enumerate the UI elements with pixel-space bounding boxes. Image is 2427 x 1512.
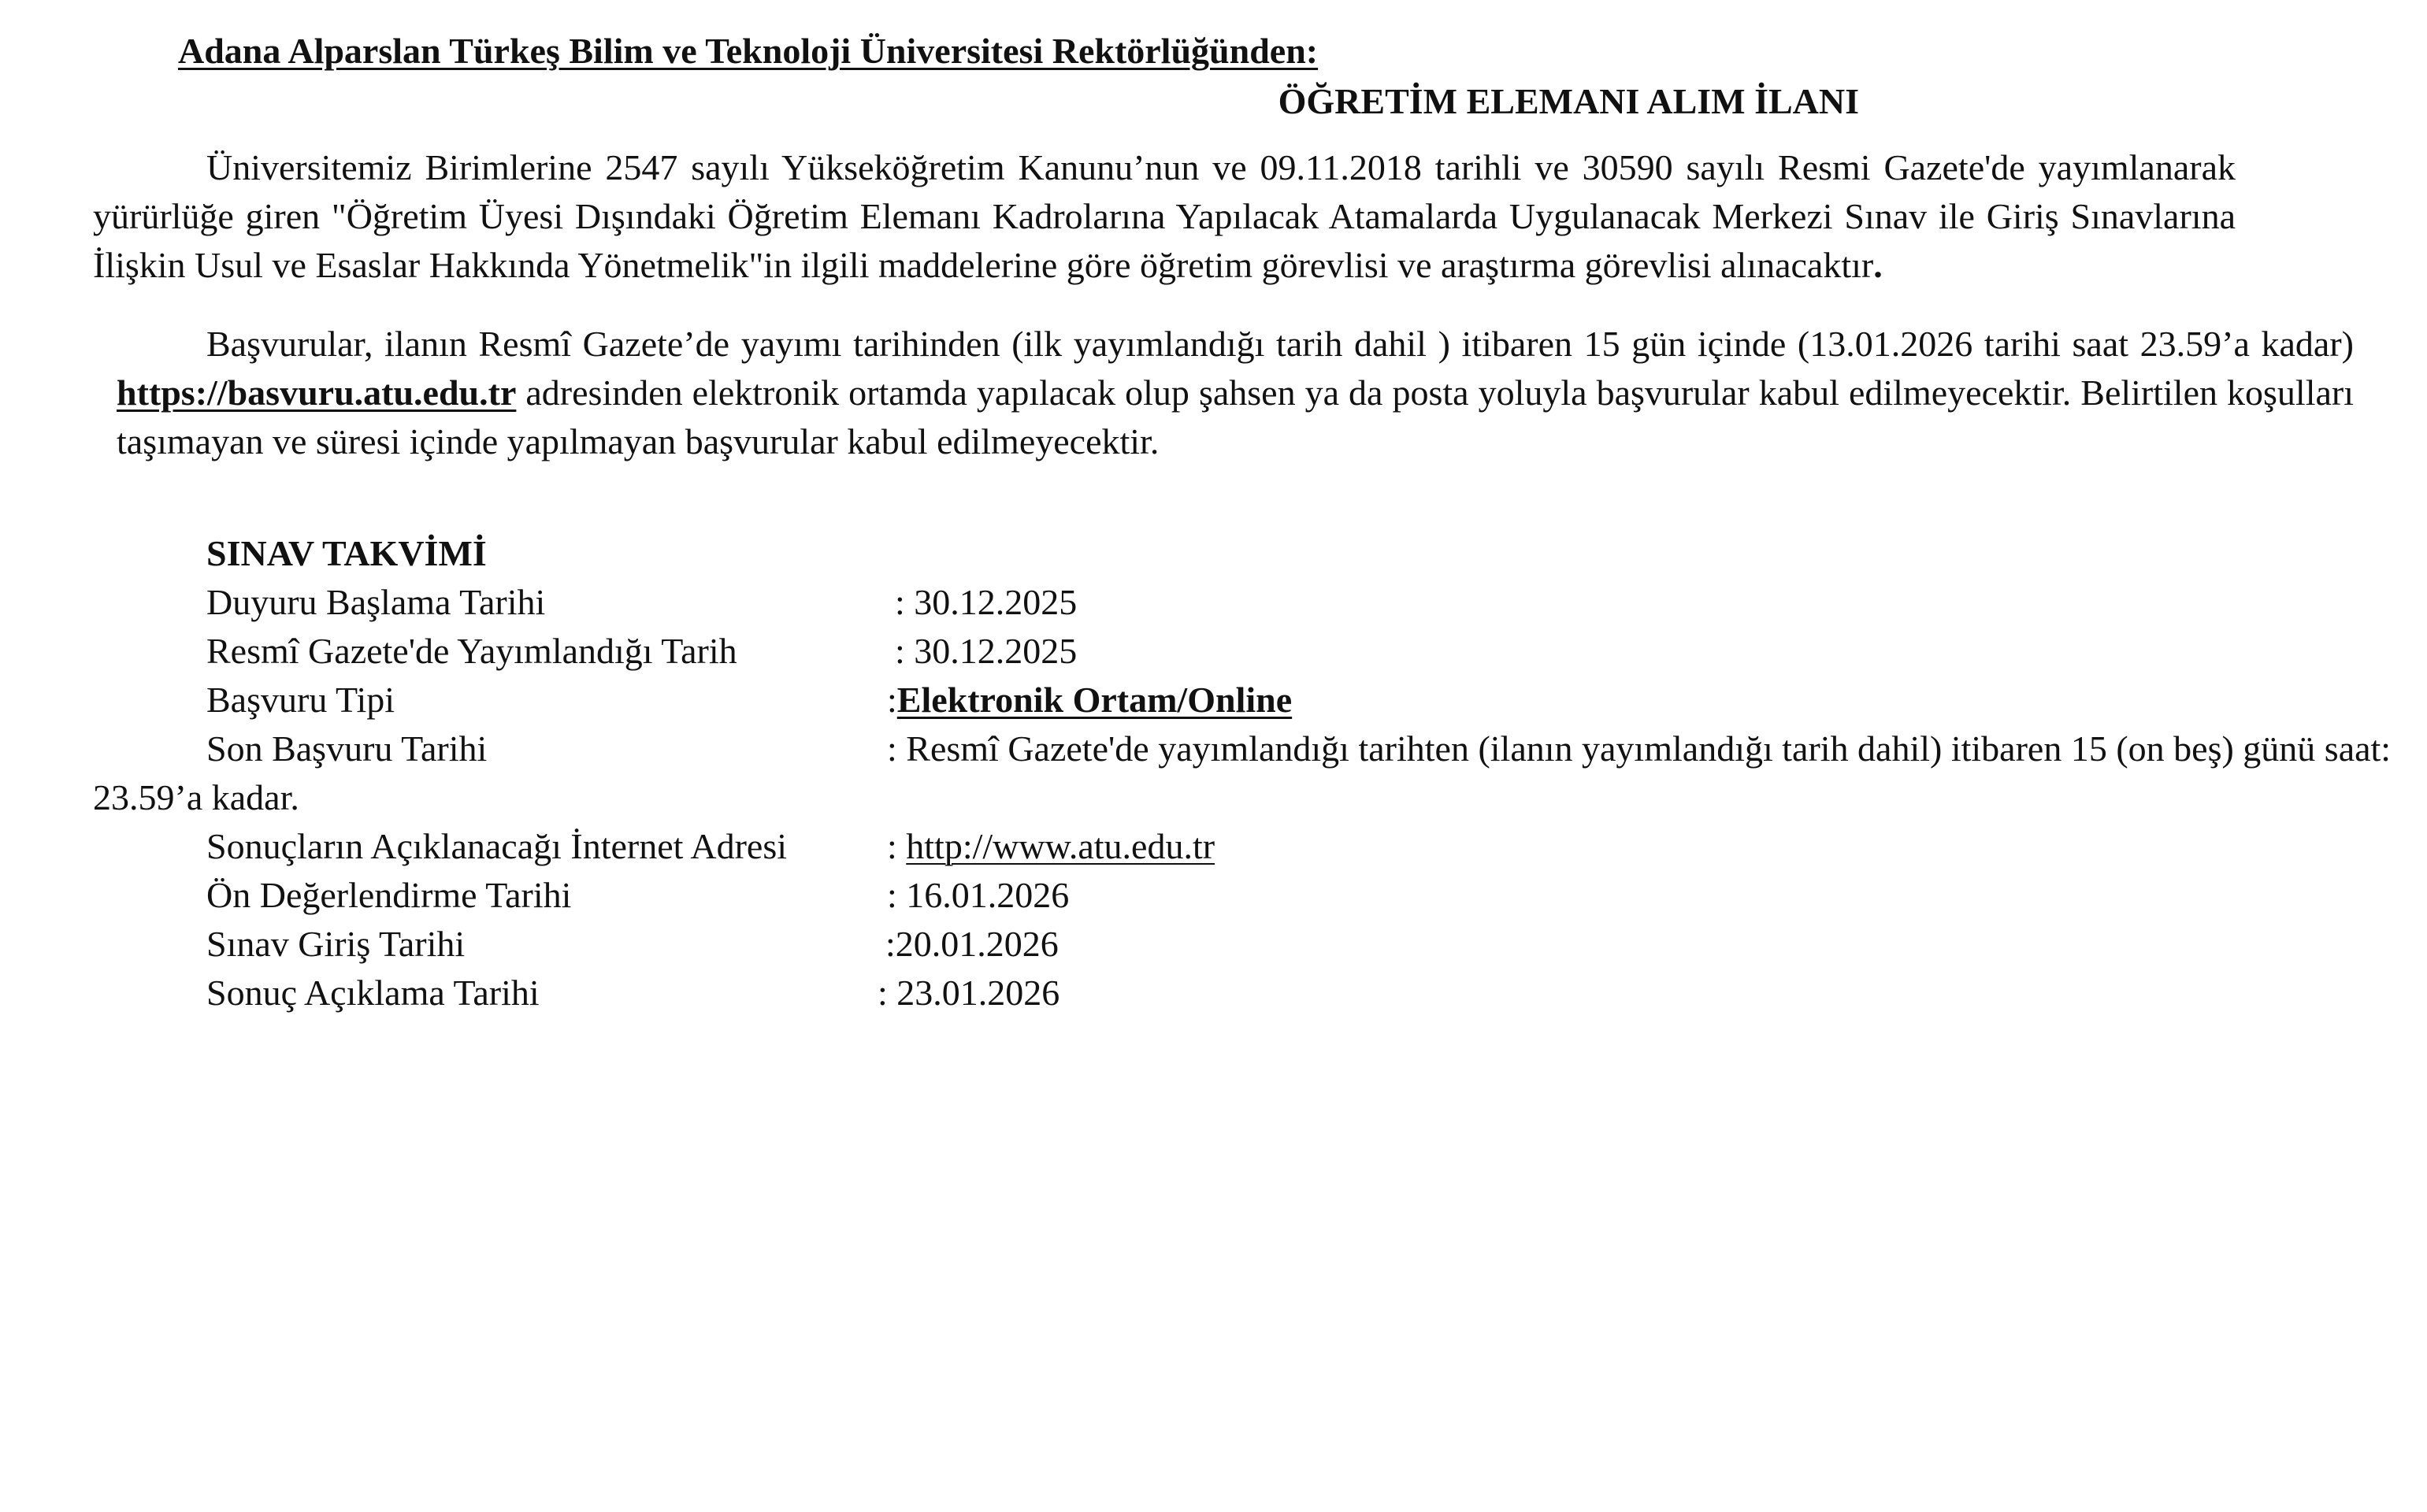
paragraph1-line3-text: İlişkin Usul ve Esaslar Hakkında Yönetmelik"in ilgili maddelerine göre öğretim görevlisi ve araştırma görevlisi alınacaktır: [93, 245, 1874, 285]
paragraph1-line2: yürürlüğe giren "Öğretim Üyesi Dışındaki Öğretim Elemanı Kadrolarına Yapılacak Atamalarda Uygulanacak Merkezi Sınav ile Giriş Sınavlarına: [93, 196, 2236, 236]
schedule-value: : 30.12.2025: [895, 582, 1078, 622]
paragraph-legal-basis: [93, 143, 2236, 290]
schedule-value: : Resmî Gazete'de yayımlandığı tarihten (ilanın yayımlandığı tarih dahil) itibaren 15 (on beş) günü saat:: [887, 728, 2392, 769]
paragraph2-line1: Başvurular, ilanın Resmî Gazete’de yayımı tarihinden (ilk yayımlandığı tarih dahil ) itibaren 15 gün içinde (13.01.2026 tarihi saat 23.59’a kadar): [206, 324, 2354, 364]
schedule-label: Resmî Gazete'de Yayımlandığı Tarih: [206, 631, 737, 671]
schedule-label: Sonuç Açıklama Tarihi: [206, 973, 540, 1013]
paragraph1-line1: Üniversitemiz Birimlerine 2547 sayılı Yükseköğretim Kanunu’nun ve 09.11.2018 tarihli ve 30590 sayılı Resmi Gazete'de yayımlanarak: [206, 147, 2236, 187]
paragraph2-line3: taşımayan ve süresi içinde yapılmayan başvurular kabul edilmeyecektir.: [117, 421, 1160, 461]
schedule-row: [0, 581, 2427, 630]
application-link[interactable]: https://basvuru.atu.edu.tr: [117, 372, 517, 413]
schedule-value-continuation: 23.59’a kadar.: [93, 777, 299, 817]
schedule-label: Ön Değerlendirme Tarihi: [206, 875, 572, 915]
schedule-row: [0, 679, 2427, 728]
schedule-row: [0, 728, 2427, 776]
schedule-value: : 16.01.2026: [887, 875, 1070, 915]
schedule-value: [887, 825, 1215, 867]
schedule-label: Duyuru Başlama Tarihi: [206, 582, 546, 622]
schedule-title: SINAV TAKVİMİ: [206, 533, 487, 573]
paragraph2-line2-rest: adresinden elektronik ortamda yapılacak olup şahsen ya da posta yoluyla başvurular kabul edilmeyecektir. Belirtilen koşulları: [516, 372, 2354, 413]
paragraph1-end-mark: .: [1873, 245, 1883, 285]
schedule-value: :20.01.2026: [885, 924, 1059, 964]
schedule-row: [0, 874, 2427, 923]
schedule-value: : 23.01.2026: [878, 973, 1060, 1013]
paragraph2-line2: [117, 369, 2354, 417]
schedule-row: [0, 972, 2427, 1021]
schedule-label: Sonuçların Açıklanacağı İnternet Adresi: [206, 826, 788, 866]
application-type-value: Elektronik Ortam/Online: [896, 680, 1293, 720]
schedule-row: [0, 825, 2427, 874]
schedule-label: Sınav Giriş Tarihi: [206, 924, 466, 964]
paragraph1-line3: [93, 241, 2236, 290]
schedule-row: [0, 630, 2427, 679]
schedule-value: : 30.12.2025: [895, 631, 1078, 671]
schedule-value-prefix: :: [887, 680, 897, 720]
schedule-value: [887, 679, 1292, 721]
header-title: ÖĞRETİM ELEMANI ALIM İLANI: [1278, 81, 1859, 121]
header-institution: Adana Alparslan Türkeş Bilim ve Teknoloji Üniversitesi Rektörlüğünden:: [178, 31, 1319, 71]
paragraph-application: [117, 320, 2354, 466]
schedule-value-prefix: :: [887, 826, 907, 866]
schedule-row: [0, 923, 2427, 972]
schedule-label: Son Başvuru Tarihi: [206, 728, 488, 769]
schedule-label: Başvuru Tipi: [206, 680, 395, 720]
results-website-link[interactable]: http://www.atu.edu.tr: [906, 826, 1215, 866]
